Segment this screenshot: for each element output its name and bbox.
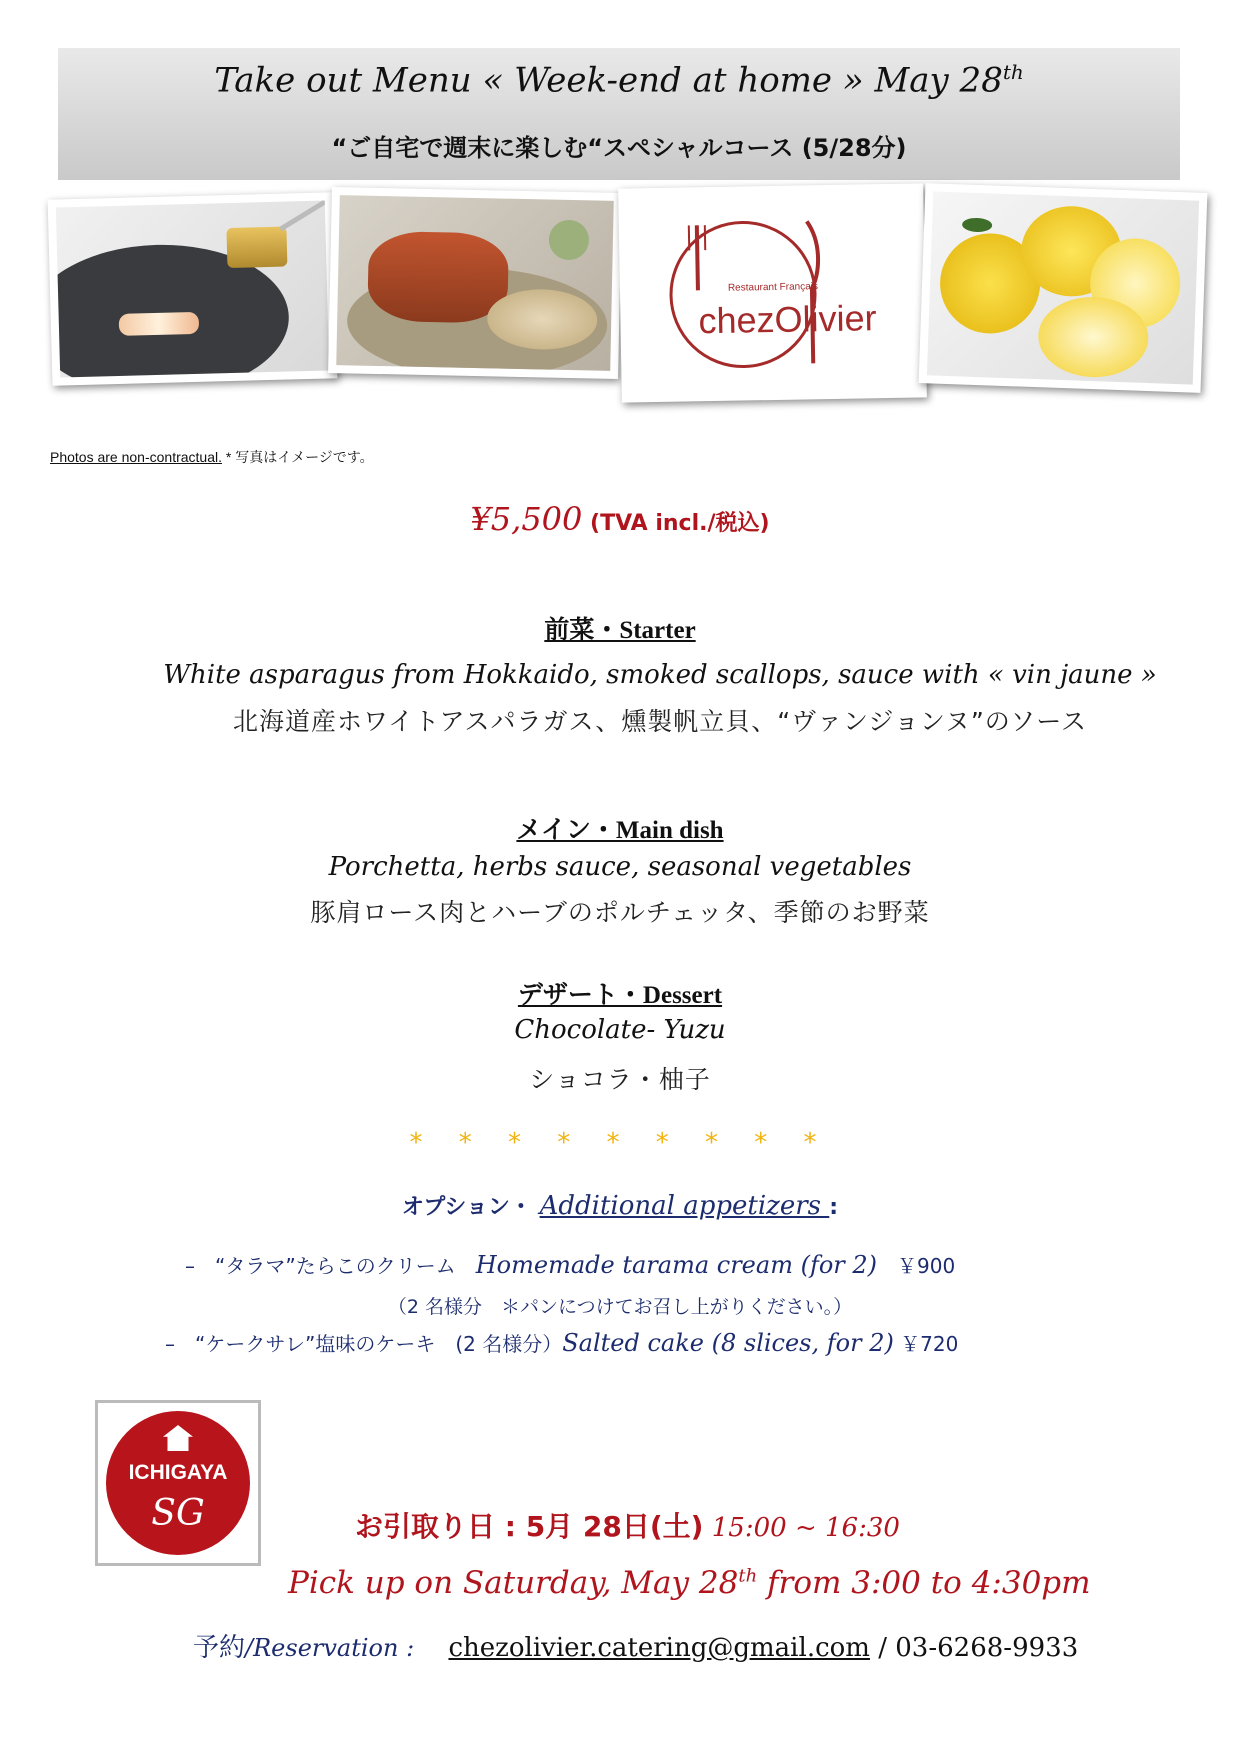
dessert-jp: ショコラ・柚子 — [529, 1065, 711, 1094]
star-divider: * * * * * * * * * — [409, 1128, 831, 1158]
photo-porchetta — [328, 187, 622, 379]
pickup-date-jp: お引取り日 : 5月 28日(土) 15:00 ~ 16:30 — [355, 1510, 900, 1543]
main-heading: メイン・Main dish — [516, 817, 724, 844]
option-salted-cake: – “ケークサレ”塩味のケーキ (2 名様分）Salted cake (8 slices, for 2) ￥720 — [165, 1329, 959, 1357]
photo-restaurant-logo — [618, 183, 927, 402]
badge-mark: SG — [151, 1493, 205, 1534]
menu-subtitle: “ご自宅で週末に楽しむ“スペシャルコース (5/28分) — [331, 134, 907, 162]
main-en: Porchetta, herbs sauce, seasonal vegetables — [328, 852, 912, 882]
course-price: ¥5,500 (TVA incl./税込) — [470, 500, 770, 538]
menu-title: Take out Menu « Week-end at home » May 28th — [214, 60, 1024, 101]
photo-disclaimer: Photos are non-contractual. * 写真はイメージです。 — [50, 449, 374, 465]
chez-olivier-logo — [626, 191, 918, 394]
badge-text: ICHIGAYA — [128, 1461, 228, 1484]
photo-yuzu — [919, 183, 1208, 393]
dessert-heading: デザート・Dessert — [517, 982, 723, 1009]
logo-name: chezOlivier — [698, 297, 877, 342]
logo-subtitle: Restaurant Français — [727, 281, 819, 294]
dessert-en: Chocolate- Yuzu — [514, 1015, 726, 1045]
reservation-phone[interactable]: 03-6268-9933 — [895, 1633, 1079, 1663]
reservation-email[interactable]: chezolivier.catering@gmail.com — [448, 1633, 870, 1663]
main-jp: 豚肩ロース肉とハーブのポルチェッタ、季節のお野菜 — [310, 898, 930, 927]
starter-heading: 前菜・Starter — [544, 617, 696, 644]
ichigaya-badge — [95, 1400, 261, 1566]
pickup-date-en: Pick up on Saturday, May 28th from 3:00 to 4:30pm — [288, 1565, 1091, 1601]
photo-asparagus — [48, 192, 338, 385]
starter-en: White asparagus from Hokkaido, smoked scallops, sauce with « vin jaune » — [163, 660, 1157, 690]
option-tarama-note: （2 名様分 ＊パンにつけてお召し上がりください。） — [387, 1296, 853, 1318]
option-tarama: – “タラマ”たらこのクリーム Homemade tarama cream (for 2) ￥900 — [185, 1251, 956, 1279]
starter-jp: 北海道産ホワイトアスパラガス、燻製帆立貝、“ヴァンジョンヌ”のソース — [232, 707, 1088, 736]
reservation-line: 予約/Reservation : chezolivier.catering@gmail.com / 03-6268-9933 — [193, 1633, 1079, 1663]
options-heading: オプション・ Additional appetizers : — [401, 1191, 839, 1221]
